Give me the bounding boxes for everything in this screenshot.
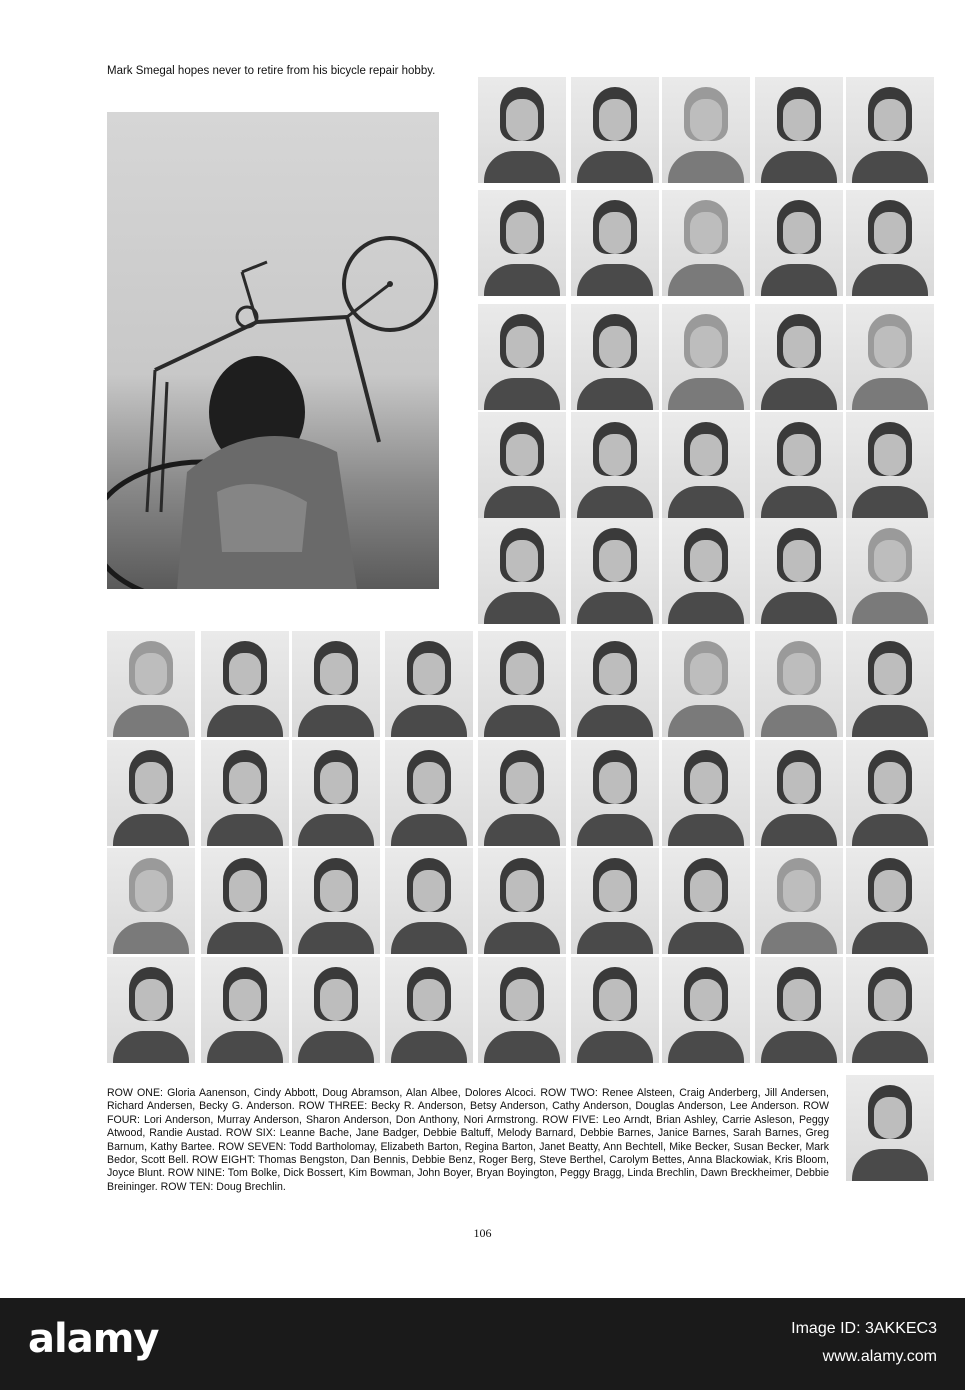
student-portrait <box>846 412 934 518</box>
portrait-shoulders <box>484 486 560 518</box>
student-portrait <box>662 304 750 410</box>
student-portrait <box>385 957 473 1063</box>
portrait-shoulders <box>484 705 560 737</box>
student-portrait <box>478 631 566 737</box>
portrait-face <box>599 540 631 582</box>
portrait-shoulders <box>761 814 837 846</box>
portrait-shoulders <box>761 705 837 737</box>
portrait-shoulders <box>484 814 560 846</box>
student-portrait <box>201 740 289 846</box>
student-portrait <box>571 412 659 518</box>
portrait-shoulders <box>298 922 374 954</box>
portrait-face <box>413 762 445 804</box>
portrait-face <box>599 762 631 804</box>
student-portrait <box>478 957 566 1063</box>
student-portrait <box>662 631 750 737</box>
portrait-shoulders <box>577 378 653 410</box>
portrait-shoulders <box>668 151 744 183</box>
student-portrait <box>571 518 659 624</box>
student-portrait <box>846 631 934 737</box>
portrait-face <box>874 979 906 1021</box>
portrait-face <box>135 653 167 695</box>
student-portrait <box>107 848 195 954</box>
portrait-face <box>690 434 722 476</box>
portrait-face <box>229 979 261 1021</box>
student-portrait <box>755 740 843 846</box>
student-portrait <box>478 77 566 183</box>
portrait-face <box>874 326 906 368</box>
portrait-face <box>599 212 631 254</box>
portrait-shoulders <box>852 264 928 296</box>
student-portrait <box>571 77 659 183</box>
student-portrait <box>846 518 934 624</box>
portrait-shoulders <box>484 264 560 296</box>
portrait-shoulders <box>298 1031 374 1063</box>
portrait-shoulders <box>577 151 653 183</box>
portrait-shoulders <box>207 705 283 737</box>
bicycle-illustration <box>107 112 439 589</box>
site-url-label: www.alamy.com <box>822 1348 937 1365</box>
portrait-shoulders <box>761 486 837 518</box>
portrait-face <box>229 762 261 804</box>
student-portrait <box>846 77 934 183</box>
portrait-shoulders <box>852 592 928 624</box>
student-portrait <box>478 304 566 410</box>
portrait-shoulders <box>113 922 189 954</box>
photo-caption: Mark Smegal hopes never to retire from his bicycle repair hobby. <box>107 65 436 77</box>
student-portrait <box>571 304 659 410</box>
portrait-face <box>874 653 906 695</box>
student-portrait <box>755 518 843 624</box>
student-portrait <box>662 957 750 1063</box>
student-portrait <box>846 304 934 410</box>
portrait-shoulders <box>668 378 744 410</box>
portrait-shoulders <box>577 592 653 624</box>
portrait-shoulders <box>852 705 928 737</box>
portrait-shoulders <box>113 814 189 846</box>
portrait-shoulders <box>484 378 560 410</box>
student-portrait <box>662 77 750 183</box>
portrait-face <box>874 540 906 582</box>
portrait-face <box>229 870 261 912</box>
portrait-shoulders <box>852 1149 928 1181</box>
portrait-shoulders <box>577 486 653 518</box>
portrait-shoulders <box>761 592 837 624</box>
portrait-shoulders <box>484 151 560 183</box>
student-portrait <box>201 848 289 954</box>
student-portrait <box>292 848 380 954</box>
portrait-face <box>690 99 722 141</box>
student-portrait <box>292 631 380 737</box>
portrait-shoulders <box>668 922 744 954</box>
portrait-face <box>690 762 722 804</box>
watermark-bar <box>0 1298 965 1390</box>
portrait-face <box>783 653 815 695</box>
portrait-shoulders <box>668 592 744 624</box>
portrait-face <box>413 870 445 912</box>
portrait-shoulders <box>668 486 744 518</box>
portrait-shoulders <box>761 1031 837 1063</box>
student-portrait <box>478 518 566 624</box>
portrait-shoulders <box>577 1031 653 1063</box>
portrait-shoulders <box>484 1031 560 1063</box>
student-portrait <box>385 848 473 954</box>
student-portrait <box>478 412 566 518</box>
portrait-face <box>320 979 352 1021</box>
portrait-shoulders <box>298 705 374 737</box>
portrait-face <box>783 540 815 582</box>
portrait-face <box>874 762 906 804</box>
student-portrait <box>755 957 843 1063</box>
portrait-face <box>506 212 538 254</box>
student-portrait <box>107 957 195 1063</box>
portrait-face <box>690 326 722 368</box>
portrait-shoulders <box>761 264 837 296</box>
student-portrait <box>846 1075 934 1181</box>
portrait-shoulders <box>577 705 653 737</box>
portrait-face <box>506 99 538 141</box>
portrait-shoulders <box>668 1031 744 1063</box>
student-portrait <box>662 518 750 624</box>
portrait-face <box>874 212 906 254</box>
student-portrait <box>107 740 195 846</box>
portrait-face <box>229 653 261 695</box>
portrait-face <box>874 870 906 912</box>
student-portrait <box>385 631 473 737</box>
portrait-shoulders <box>207 922 283 954</box>
student-portrait <box>571 740 659 846</box>
portrait-shoulders <box>207 1031 283 1063</box>
portrait-face <box>783 434 815 476</box>
student-portrait <box>755 631 843 737</box>
alamy-logo: alamy <box>28 1316 159 1362</box>
portrait-shoulders <box>852 1031 928 1063</box>
student-portrait <box>662 412 750 518</box>
portrait-shoulders <box>761 151 837 183</box>
portrait-shoulders <box>852 814 928 846</box>
portrait-face <box>506 540 538 582</box>
portrait-face <box>413 979 445 1021</box>
student-portrait <box>755 848 843 954</box>
portrait-shoulders <box>484 922 560 954</box>
student-portrait <box>662 190 750 296</box>
portrait-shoulders <box>852 922 928 954</box>
portrait-face <box>599 979 631 1021</box>
student-portrait <box>755 77 843 183</box>
portrait-face <box>135 979 167 1021</box>
student-portrait <box>201 631 289 737</box>
portrait-shoulders <box>298 814 374 846</box>
student-portrait <box>755 412 843 518</box>
student-portrait <box>846 957 934 1063</box>
portrait-shoulders <box>668 705 744 737</box>
student-portrait <box>478 740 566 846</box>
portrait-face <box>874 99 906 141</box>
student-portrait <box>571 848 659 954</box>
portrait-face <box>783 870 815 912</box>
portrait-shoulders <box>668 264 744 296</box>
portrait-face <box>135 870 167 912</box>
portrait-shoulders <box>391 705 467 737</box>
student-portrait <box>292 957 380 1063</box>
portrait-face <box>874 434 906 476</box>
portrait-face <box>690 870 722 912</box>
portrait-shoulders <box>577 264 653 296</box>
student-names-caption: ROW ONE: Gloria Aanenson, Cindy Abbott, Doug Abramson, Alan Albee, Dolores Alcoci. ROW TWO: Renee Alsteen, Craig Anderberg, Jill Andersen, Richard Andersen, Becky G. Anderson. ROW THREE: Becky R. Anderson, Betsy Anderson, Cathy Anderson, Douglas Anderson, Lee Anderson. ROW FOUR: Lori Anderson, Murray Anderson, Sharon Anderson, Don Anthony, Nori Armstrong. ROW FIVE: Leo Arndt, Brian Ashley, Carrie Asleson, Peggy Atwood, Randie Austad. ROW SIX: Leanne Bache, Jane Badger, Debbie Baltuff, Melody Barnard, Debbie Barnes, Janice Barnes, Sarah Barnes, Greg Barnum, Kathy Bartee. ROW SEVEN: Todd Bartholomay, Elizabeth Barton, Regina Barton, Janet Beatty, Ann Bechtell, Mike Becker, Susan Becker, Mark Bedor, Scott Bell. ROW EIGHT: Thomas Bengston, Dan Bennis, Debbie Benz, Roger Berg, Steve Berthel, Carolym Bettes, Anna Blackowiak, Kris Bloom, Joyce Blunt. ROW NINE: Tom Bolke, Dick Bossert, Kim Bowman, John Boyer, Bryan Boyington, Peggy Bragg, Linda Brechlin, Dawn Breckheimer, Debbie Breininger. ROW TEN: Doug Brechlin. <box>107 1087 829 1193</box>
portrait-shoulders <box>207 814 283 846</box>
portrait-face <box>783 979 815 1021</box>
portrait-face <box>783 762 815 804</box>
portrait-face <box>506 653 538 695</box>
portrait-face <box>599 326 631 368</box>
portrait-shoulders <box>391 814 467 846</box>
portrait-shoulders <box>577 922 653 954</box>
portrait-face <box>599 434 631 476</box>
portrait-face <box>320 653 352 695</box>
portrait-shoulders <box>113 1031 189 1063</box>
portrait-shoulders <box>391 922 467 954</box>
portrait-shoulders <box>391 1031 467 1063</box>
student-portrait <box>571 631 659 737</box>
portrait-face <box>783 326 815 368</box>
student-portrait <box>571 957 659 1063</box>
image-id-label: Image ID: 3AKKEC3 <box>791 1320 937 1337</box>
portrait-face <box>599 653 631 695</box>
student-portrait <box>107 631 195 737</box>
portrait-face <box>320 870 352 912</box>
student-portrait <box>201 957 289 1063</box>
portrait-face <box>506 434 538 476</box>
portrait-face <box>690 540 722 582</box>
portrait-shoulders <box>761 378 837 410</box>
portrait-shoulders <box>852 486 928 518</box>
student-portrait <box>846 848 934 954</box>
student-portrait <box>846 740 934 846</box>
portrait-face <box>690 653 722 695</box>
portrait-shoulders <box>484 592 560 624</box>
portrait-face <box>413 653 445 695</box>
portrait-face <box>599 99 631 141</box>
student-portrait <box>846 190 934 296</box>
portrait-face <box>506 762 538 804</box>
student-portrait <box>755 190 843 296</box>
portrait-face <box>783 99 815 141</box>
portrait-face <box>320 762 352 804</box>
student-portrait <box>292 740 380 846</box>
portrait-shoulders <box>761 922 837 954</box>
student-portrait <box>662 848 750 954</box>
portrait-shoulders <box>577 814 653 846</box>
student-portrait <box>571 190 659 296</box>
page-number: 106 <box>473 1226 492 1240</box>
student-portrait <box>478 190 566 296</box>
student-portrait <box>478 848 566 954</box>
portrait-face <box>690 212 722 254</box>
portrait-shoulders <box>668 814 744 846</box>
portrait-face <box>506 326 538 368</box>
portrait-face <box>783 212 815 254</box>
portrait-face <box>690 979 722 1021</box>
portrait-face <box>599 870 631 912</box>
portrait-face <box>506 870 538 912</box>
portrait-shoulders <box>852 151 928 183</box>
portrait-face <box>874 1097 906 1139</box>
student-portrait <box>385 740 473 846</box>
bicycle-repair-photo <box>107 112 439 589</box>
portrait-shoulders <box>113 705 189 737</box>
portrait-shoulders <box>852 378 928 410</box>
portrait-face <box>506 979 538 1021</box>
student-portrait <box>662 740 750 846</box>
student-portrait <box>755 304 843 410</box>
portrait-face <box>135 762 167 804</box>
